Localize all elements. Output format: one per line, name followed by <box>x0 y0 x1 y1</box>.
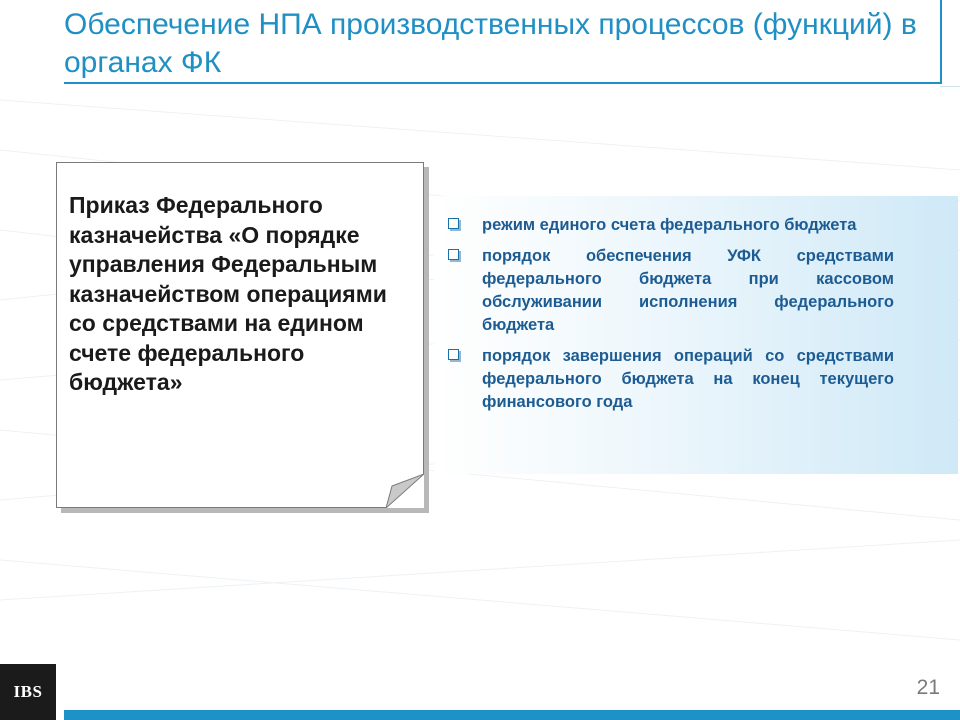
title-underline <box>64 82 942 84</box>
bullet-text: режим единого счета федерального бюджета <box>482 216 857 234</box>
bullet-list <box>446 214 894 422</box>
bullets-panel <box>434 196 958 474</box>
document-card <box>56 162 424 508</box>
checkbox-square-icon <box>448 218 459 229</box>
footer-bar <box>64 710 960 720</box>
list-item <box>446 245 894 337</box>
slide-title: Обеспечение НПА производственных процессов (функций) в органах ФК <box>64 8 917 79</box>
title-rule-extension <box>940 86 960 87</box>
checkbox-square-icon <box>448 249 459 260</box>
list-item <box>446 345 894 414</box>
document-title: Приказ Федерального казначейства «О порядке управления Федеральным казначейством операциями со средствами на едином счете федерального бюджета» <box>69 192 387 395</box>
list-item <box>446 214 894 237</box>
title-vertical-rule <box>940 0 942 82</box>
page-curl-icon <box>386 474 424 508</box>
bullet-text: порядок завершения операций со средствами федерального бюджета на конец текущего финансового года <box>482 347 894 411</box>
ibs-logo: IBS <box>0 664 56 720</box>
page-number: 21 <box>916 676 940 699</box>
bullet-text: порядок обеспечения УФК средствами федерального бюджета при кассовом обслуживании исполнения федерального бюджета <box>482 247 894 334</box>
checkbox-square-icon <box>448 349 459 360</box>
